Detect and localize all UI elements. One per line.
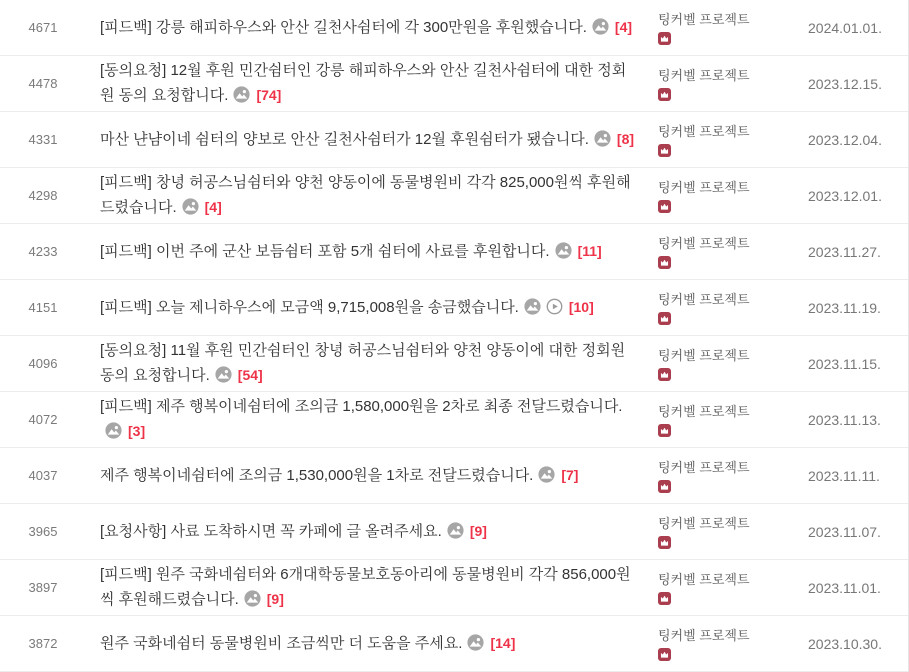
cafe-manager-badge-icon: [658, 256, 671, 269]
post-row: [0, 616, 908, 672]
post-title-cell: [86, 15, 658, 40]
post-row: [0, 168, 908, 224]
post-author-cell: [658, 347, 780, 381]
author-link[interactable]: 팅커벨 프로젝트: [658, 515, 750, 531]
post-number: 4072: [28, 412, 58, 427]
cafe-manager-badge-icon: [658, 424, 671, 437]
post-date: 2023.11.07.: [808, 523, 881, 540]
post-date: 2023.10.30.: [808, 635, 882, 652]
post-title: [피드백] 창녕 허공스님쉼터와 양천 양동이에 동물병원비 각각 825,000원씩 후원해드렸습니다.: [100, 174, 631, 216]
post-title-cell: [86, 171, 658, 220]
comment-count[interactable]: [7]: [561, 467, 579, 483]
post-date: 2023.11.13.: [808, 411, 881, 428]
post-title-link[interactable]: [100, 243, 572, 260]
photo-attachment-icon: [467, 634, 484, 651]
photo-attachment-icon: [555, 242, 572, 259]
post-date: 2024.01.01.: [808, 19, 882, 36]
comment-count[interactable]: [14]: [490, 635, 516, 651]
post-number: 4478: [28, 76, 58, 91]
post-title-link[interactable]: [100, 342, 625, 384]
post-row: [0, 112, 908, 168]
post-number: 3897: [28, 580, 58, 595]
comment-count[interactable]: [9]: [469, 523, 487, 539]
cafe-manager-badge-icon: [658, 368, 671, 381]
comment-count[interactable]: [3]: [128, 423, 146, 439]
post-author-cell: [658, 403, 780, 437]
post-date: 2023.11.15.: [808, 355, 881, 372]
post-title-link[interactable]: [100, 62, 626, 104]
author-link[interactable]: 팅커벨 프로젝트: [658, 571, 750, 587]
cafe-manager-badge-icon: [658, 648, 671, 661]
photo-attachment-icon: [592, 18, 609, 35]
author-link[interactable]: 팅커벨 프로젝트: [658, 627, 750, 643]
photo-attachment-icon: [524, 298, 541, 315]
post-row: [0, 504, 908, 560]
post-title-cell: [86, 239, 658, 264]
cafe-manager-badge-icon: [658, 312, 671, 325]
post-author-cell: [658, 627, 780, 661]
post-row: [0, 336, 908, 392]
post-title-cell: [86, 631, 658, 656]
post-author-cell: [658, 123, 780, 157]
comment-count[interactable]: [74]: [256, 87, 282, 103]
post-title-link[interactable]: [100, 19, 609, 36]
post-number: 4151: [28, 300, 58, 315]
post-title-cell: [86, 395, 658, 444]
post-number: 4671: [28, 20, 58, 35]
post-title-link[interactable]: [100, 467, 555, 484]
post-title-link[interactable]: [100, 398, 622, 440]
cafe-manager-badge-icon: [658, 536, 671, 549]
post-title: [요청사항] 사료 도착하시면 꼭 카페에 글 올려주세요.: [100, 523, 442, 540]
post-author-cell: [658, 235, 780, 269]
cafe-manager-badge-icon: [658, 200, 671, 213]
cafe-manager-badge-icon: [658, 480, 671, 493]
cafe-manager-badge-icon: [658, 592, 671, 605]
post-title-link[interactable]: [100, 299, 563, 316]
comment-count[interactable]: [8]: [616, 131, 635, 147]
author-link[interactable]: 팅커벨 프로젝트: [658, 347, 750, 363]
author-link[interactable]: 팅커벨 프로젝트: [658, 459, 750, 475]
comment-count[interactable]: [9]: [266, 591, 284, 607]
comment-count[interactable]: [11]: [577, 243, 602, 259]
post-title-link[interactable]: [100, 523, 464, 540]
comment-count[interactable]: [4]: [204, 199, 222, 215]
cafe-manager-badge-icon: [658, 88, 671, 101]
post-number: 4331: [28, 132, 58, 147]
post-title: 마산 냔냠이네 쉼터의 양보로 안산 길천사쉼터가 12월 후원쉼터가 됐습니다.: [100, 131, 589, 148]
post-title-link[interactable]: [100, 174, 631, 216]
author-link[interactable]: 팅커벨 프로젝트: [658, 235, 750, 251]
photo-attachment-icon: [538, 466, 555, 483]
post-title: [피드백] 제주 행복이네쉼터에 조의금 1,580,000원을 2차로 최종 전달드렸습니다.: [100, 398, 623, 415]
post-row: [0, 280, 908, 336]
post-title-link[interactable]: [100, 635, 484, 652]
photo-attachment-icon: [594, 130, 611, 147]
post-author-cell: [658, 11, 780, 45]
post-author-cell: [658, 179, 780, 213]
post-date: 2023.11.27.: [808, 243, 881, 260]
post-title: [동의요청] 12월 후원 민간쉼터인 강릉 해피하우스와 안산 길천사쉼터에 대한 정회원 동의 요청합니다.: [100, 62, 627, 104]
post-row: [0, 560, 908, 616]
post-number: 3872: [28, 636, 58, 651]
post-title: [피드백] 강릉 해피하우스와 안산 길천사쉼터에 각 300만원을 후원했습니다.: [100, 19, 587, 36]
post-row: [0, 0, 908, 56]
photo-attachment-icon: [244, 590, 261, 607]
post-title: 원주 국화네쉼터 동물병원비 조금씩만 더 도움을 주세요.: [100, 635, 463, 652]
post-title: [피드백] 오늘 제니하우스에 모금액 9,715,008원을 송금했습니다.: [100, 299, 519, 316]
post-author-cell: [658, 291, 780, 325]
author-link[interactable]: 팅커벨 프로젝트: [658, 123, 750, 139]
post-author-cell: [658, 571, 780, 605]
post-author-cell: [658, 459, 780, 493]
author-link[interactable]: 팅커벨 프로젝트: [658, 291, 750, 307]
author-link[interactable]: 팅커벨 프로젝트: [658, 67, 750, 83]
post-author-cell: [658, 67, 780, 101]
post-date: 2023.11.11.: [808, 467, 880, 484]
post-number: 4037: [28, 468, 58, 483]
post-title-cell: [86, 339, 658, 388]
post-title-cell: [86, 563, 658, 612]
photo-attachment-icon: [447, 522, 464, 539]
post-title: [피드백] 원주 국화네쉼터와 6개대학동물보호동아리에 동물병원비 각각 856,000원씩 후원해드렸습니다.: [100, 566, 631, 608]
post-author-cell: [658, 515, 780, 549]
post-date: 2023.11.01.: [808, 579, 881, 596]
post-row: [0, 448, 908, 504]
photo-attachment-icon: [215, 366, 232, 383]
cafe-manager-badge-icon: [658, 32, 671, 45]
post-title-link[interactable]: [100, 566, 631, 608]
post-title-cell: [86, 127, 658, 152]
post-row: [0, 56, 908, 112]
post-number: 4298: [28, 188, 58, 203]
post-title: [동의요청] 11월 후원 민간쉼터인 창녕 허공스님쉼터와 양천 양동이에 대한 정회원 동의 요청합니다.: [100, 342, 626, 384]
photo-attachment-icon: [105, 422, 122, 439]
post-title: [피드백] 이번 주에 군산 보듬쉼터 포함 5개 쉼터에 사료를 후원합니다.: [100, 243, 550, 260]
post-number: 4233: [28, 244, 58, 259]
author-link[interactable]: 팅커벨 프로젝트: [658, 403, 750, 419]
post-title-link[interactable]: [100, 131, 611, 148]
post-date: 2023.11.19.: [808, 299, 881, 316]
post-date: 2023.12.04.: [808, 131, 882, 148]
cafe-manager-badge-icon: [658, 144, 671, 157]
author-link[interactable]: 팅커벨 프로젝트: [658, 11, 750, 27]
post-title-cell: [86, 295, 658, 320]
photo-attachment-icon: [233, 86, 250, 103]
post-number: 3965: [28, 524, 58, 539]
post-title-cell: [86, 463, 658, 488]
post-row: [0, 224, 908, 280]
post-row: [0, 392, 908, 448]
photo-attachment-icon: [182, 198, 199, 215]
comment-count[interactable]: [4]: [614, 19, 633, 35]
video-attachment-icon: [546, 298, 563, 315]
comment-count[interactable]: [54]: [237, 367, 263, 383]
post-date: 2023.12.15.: [808, 75, 882, 92]
post-date: 2023.12.01.: [808, 187, 882, 204]
comment-count[interactable]: [10]: [568, 299, 594, 315]
post-title-cell: [86, 59, 658, 108]
author-link[interactable]: 팅커벨 프로젝트: [658, 179, 750, 195]
post-title: 제주 행복이네쉼터에 조의금 1,530,000원을 1차로 전달드렸습니다.: [100, 467, 534, 484]
post-number: 4096: [28, 356, 58, 371]
post-title-cell: [86, 519, 658, 544]
